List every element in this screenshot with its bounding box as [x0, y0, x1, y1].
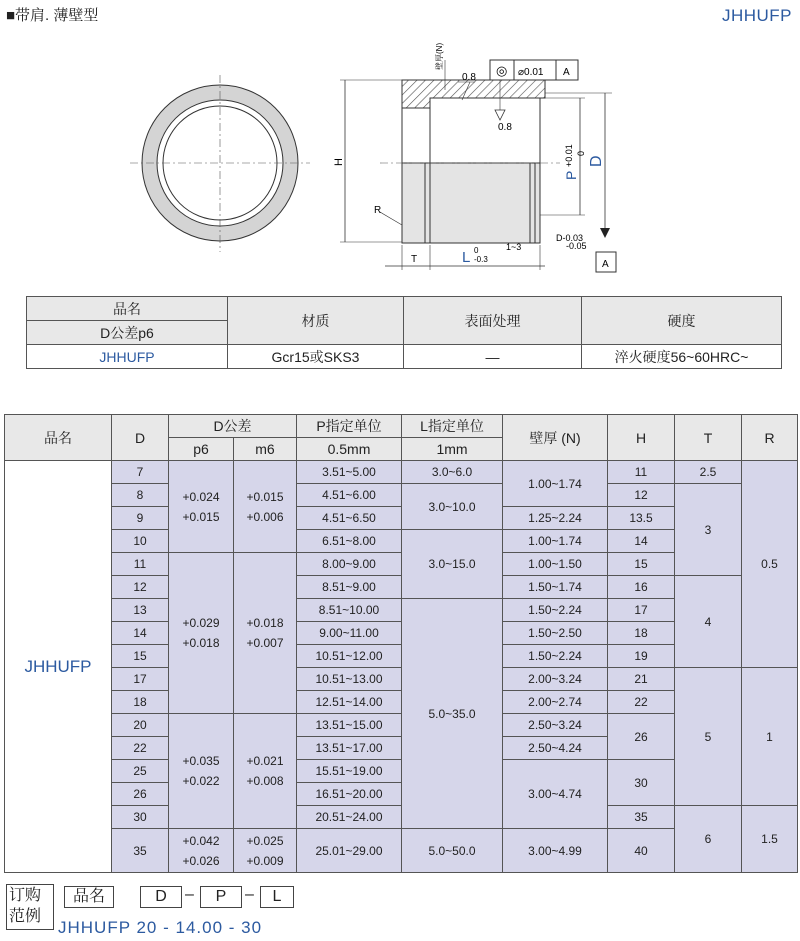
l-tol-upper: 0	[474, 246, 479, 255]
t-cell: 5	[675, 668, 742, 806]
h-cell: 18	[608, 622, 675, 645]
product-name: JHHUFP	[5, 461, 112, 873]
t-cell: 4	[675, 576, 742, 668]
d-cell: 8	[112, 484, 169, 507]
d-cell: 17	[112, 668, 169, 691]
header-dtol: D公差	[169, 415, 297, 438]
page-title: ■带肩. 薄壁型	[6, 7, 99, 24]
wall-cell: 2.50~3.24	[503, 714, 608, 737]
r-cell: 1.5	[742, 806, 798, 873]
p6-cell: +0.024 +0.015	[169, 461, 234, 553]
p-cell: 10.51~13.00	[297, 668, 402, 691]
table-row	[5, 806, 798, 829]
header-p6: p6	[169, 438, 234, 461]
order-d-box: D	[140, 886, 182, 908]
concentricity-icon: ◎	[496, 63, 508, 78]
technical-drawing	[0, 30, 800, 290]
p6-cell: +0.035 +0.022	[169, 714, 234, 829]
wall-cell: 2.00~3.24	[503, 668, 608, 691]
m6-cell: +0.025 +0.009	[234, 829, 297, 873]
header-l-unit: 1mm	[402, 438, 503, 461]
h-cell: 15	[608, 553, 675, 576]
p-cell: 10.51~12.00	[297, 645, 402, 668]
l-tol-lower: -0.3	[474, 255, 488, 264]
spec-material: Gcr15或SKS3	[228, 345, 404, 369]
wall-cell: 1.50~2.24	[503, 599, 608, 622]
h-cell: 22	[608, 691, 675, 714]
spec-surface: —	[404, 345, 582, 369]
d-cell: 22	[112, 737, 169, 760]
h-label: H	[333, 158, 345, 166]
wall-label: 壁厚(N)	[435, 42, 444, 70]
d-cell: 18	[112, 691, 169, 714]
rough2-label: 0.8	[498, 122, 512, 133]
l-label: L	[462, 249, 471, 266]
m6-cell: +0.018 +0.007	[234, 553, 297, 714]
header-l: L指定单位	[402, 415, 503, 438]
d-cell: 15	[112, 645, 169, 668]
table-row	[5, 484, 798, 507]
wall-cell: 1.00~1.74	[503, 530, 608, 553]
spec-header-tol: D公差p6	[27, 321, 228, 345]
rough1-label: 0.8	[462, 72, 476, 83]
d-cell: 11	[112, 553, 169, 576]
l-cell: 3.0~15.0	[402, 530, 503, 599]
t-cell: 6	[675, 806, 742, 873]
header-m6: m6	[234, 438, 297, 461]
datum-label: A	[563, 67, 570, 78]
r-label: R	[374, 205, 382, 216]
p6-cell: +0.042 +0.026	[169, 829, 234, 873]
p6-cell: +0.029 +0.018	[169, 553, 234, 714]
p-cell: 25.01~29.00	[297, 829, 402, 873]
wall-cell: 3.00~4.74	[503, 760, 608, 829]
end-view	[130, 75, 310, 252]
wall-cell: 3.00~4.99	[503, 829, 608, 873]
chamfer-label: 1~3	[506, 242, 522, 252]
h-cell: 21	[608, 668, 675, 691]
order-example-text: JHHUFP 20 - 14.00 - 30	[58, 918, 263, 937]
size-table	[4, 414, 798, 873]
p-tol-upper: +0.01	[564, 144, 574, 167]
l-cell: 5.0~35.0	[402, 599, 503, 829]
header-t: T	[675, 415, 742, 461]
p-cell: 3.51~5.00	[297, 461, 402, 484]
order-dash-2: –	[245, 886, 254, 903]
m6-cell: +0.021 +0.008	[234, 714, 297, 829]
spec-header-hardness: 硬度	[582, 297, 782, 345]
d-tol-note: D-0.03	[556, 233, 584, 243]
l-cell: 5.0~50.0	[402, 829, 503, 873]
p-cell: 16.51~20.00	[297, 783, 402, 806]
h-cell: 12	[608, 484, 675, 507]
d-tol-note2: -0.05	[566, 241, 587, 251]
spec-table	[26, 296, 782, 369]
header-p-unit: 0.5mm	[297, 438, 402, 461]
d-cell: 14	[112, 622, 169, 645]
p-cell: 4.51~6.50	[297, 507, 402, 530]
order-l-box: L	[260, 886, 294, 908]
p-cell: 8.51~10.00	[297, 599, 402, 622]
datum-bottom-label: A	[602, 259, 609, 270]
header-wall: 壁厚 (N)	[503, 415, 608, 461]
tol-value: ⌀0.01	[518, 67, 544, 78]
d-cell: 26	[112, 783, 169, 806]
spec-header-material: 材质	[228, 297, 404, 345]
p-cell: 15.51~19.00	[297, 760, 402, 783]
p-tol-lower: 0	[576, 150, 586, 156]
d-cell: 35	[112, 829, 169, 873]
header-d: D	[112, 415, 169, 461]
d-cell: 13	[112, 599, 169, 622]
table-row	[5, 461, 798, 484]
d-cell: 20	[112, 714, 169, 737]
spec-header-name: 品名	[27, 297, 228, 321]
d-cell: 30	[112, 806, 169, 829]
product-code: JHHUFP	[721, 6, 792, 25]
h-cell: 35	[608, 806, 675, 829]
m6-cell: +0.015 +0.006	[234, 461, 297, 553]
wall-cell: 1.50~2.50	[503, 622, 608, 645]
t-cell: 3	[675, 484, 742, 576]
l-cell: 3.0~10.0	[402, 484, 503, 530]
header-r: R	[742, 415, 798, 461]
h-cell: 14	[608, 530, 675, 553]
wall-cell: 1.50~2.24	[503, 645, 608, 668]
p-cell: 12.51~14.00	[297, 691, 402, 714]
p-cell: 9.00~11.00	[297, 622, 402, 645]
wall-cell: 2.00~2.74	[503, 691, 608, 714]
p-cell: 13.51~15.00	[297, 714, 402, 737]
t-cell: 2.5	[675, 461, 742, 484]
order-p-box: P	[200, 886, 242, 908]
h-cell: 40	[608, 829, 675, 873]
order-dash-1: –	[185, 886, 194, 903]
h-cell: 30	[608, 760, 675, 806]
p-cell: 13.51~17.00	[297, 737, 402, 760]
h-cell: 26	[608, 714, 675, 760]
wall-cell: 1.50~1.74	[503, 576, 608, 599]
l-cell: 3.0~6.0	[402, 461, 503, 484]
h-cell: 11	[608, 461, 675, 484]
spec-header-surface: 表面处理	[404, 297, 582, 345]
h-cell: 13.5	[608, 507, 675, 530]
h-cell: 19	[608, 645, 675, 668]
d-cell: 25	[112, 760, 169, 783]
p-cell: 6.51~8.00	[297, 530, 402, 553]
header-name: 品名	[5, 415, 112, 461]
d-cell: 10	[112, 530, 169, 553]
table-row	[5, 668, 798, 691]
order-example	[6, 884, 706, 938]
h-cell: 17	[608, 599, 675, 622]
d-cell: 12	[112, 576, 169, 599]
p-label: P	[563, 170, 579, 180]
r-cell: 1	[742, 668, 798, 806]
wall-cell: 1.00~1.74	[503, 461, 608, 507]
t-label: T	[411, 254, 418, 265]
p-cell: 8.00~9.00	[297, 553, 402, 576]
order-label-box: 订购 范例	[6, 884, 54, 930]
h-cell: 16	[608, 576, 675, 599]
header-h: H	[608, 415, 675, 461]
p-cell: 20.51~24.00	[297, 806, 402, 829]
p-cell: 4.51~6.00	[297, 484, 402, 507]
wall-cell: 1.25~2.24	[503, 507, 608, 530]
order-name-box: 品名	[64, 886, 114, 908]
wall-cell: 1.00~1.50	[503, 553, 608, 576]
spec-name: JHHUFP	[27, 345, 228, 369]
p-cell: 8.51~9.00	[297, 576, 402, 599]
d-cell: 9	[112, 507, 169, 530]
d-cell: 7	[112, 461, 169, 484]
r-cell: 0.5	[742, 461, 798, 668]
table-row	[5, 576, 798, 599]
spec-hardness: 淬火硬度56~60HRC~	[582, 345, 782, 369]
d-label: D	[588, 155, 605, 167]
wall-cell: 2.50~4.24	[503, 737, 608, 760]
header-p: P指定单位	[297, 415, 402, 438]
